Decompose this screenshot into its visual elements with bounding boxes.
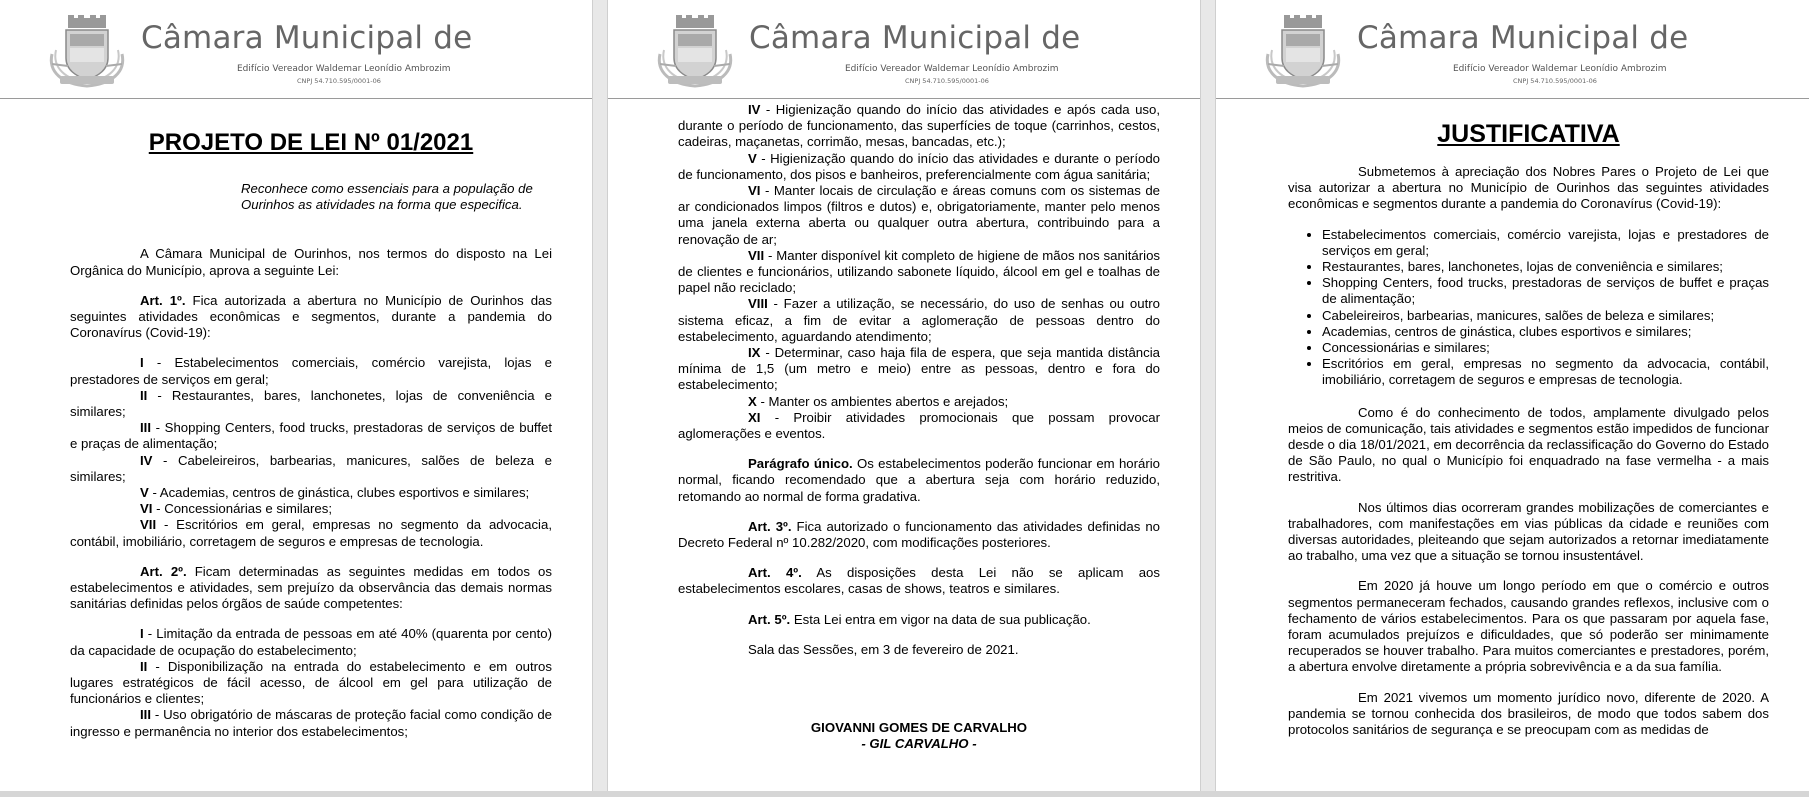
list-item: • Academias, centros de ginástica, clubes esportivos e similares; xyxy=(1322,324,1769,340)
article-4-label: Art. 4º. xyxy=(748,565,802,581)
item-number: IX xyxy=(748,345,761,361)
page-header xyxy=(0,0,592,99)
item-number: II xyxy=(140,387,148,403)
item-number: IV xyxy=(140,452,153,468)
header-cnpj: CNPJ 54.710.595/0001-06 xyxy=(297,77,381,85)
header-cnpj: CNPJ 54.710.595/0001-06 xyxy=(1513,77,1597,85)
page-header xyxy=(608,0,1200,99)
bill-title: PROJETO DE LEI Nº 01/2021 xyxy=(148,129,474,156)
article-2-label: Art. 2º. xyxy=(140,563,187,579)
item-text: - Limitação da entrada de pessoas em até 40% (quarenta por cento) da capacidade de ocupação do estabelecimento; xyxy=(70,626,552,658)
justification-intro: Submetemos à apreciação dos Nobres Pares o Projeto de Lei que visa autorizar a abertura no Município de Ourinhos das seguintes atividades econômicas e segmentos durante a pandemia do Coronavírus (Covid-19): xyxy=(1288,164,1769,212)
header-cnpj: CNPJ 54.710.595/0001-06 xyxy=(905,77,989,85)
item-number: VIII xyxy=(748,296,768,312)
article-2-items xyxy=(70,626,552,739)
item-number: V xyxy=(748,150,757,166)
item-number: XI xyxy=(748,409,761,425)
item-number: II xyxy=(140,658,148,674)
item-text: - Proibir atividades promocionais que possam provocar aglomerações e eventos. xyxy=(678,409,1160,442)
article-1 xyxy=(70,293,552,342)
list-item: • Cabeleireiros, barbearias, manicures, salões de beleza e similares; xyxy=(1322,308,1769,324)
list-item xyxy=(678,296,1160,345)
article-5-text: Esta Lei entra em vigor na data de sua publicação. xyxy=(790,611,1091,627)
item-number: III xyxy=(140,420,151,436)
item-text: - Higienização quando do início das atividades e após cada uso, durante o período de funcionamento, das superfícies de toque (carrinhos, cestos, cadeiras, maçanetas, corrimão, mesas, bancadas, etc.); xyxy=(678,102,1160,150)
signer-nickname: - GIL CARVALHO - xyxy=(861,736,977,752)
list-item xyxy=(70,355,552,387)
list-item xyxy=(678,248,1160,297)
article-5-label: Art. 5º. xyxy=(748,611,791,627)
item-number: VI xyxy=(748,183,761,199)
session-date: Sala das Sessões, em 3 de fevereiro de 2021. xyxy=(748,641,1019,657)
list-item: • Escritórios em geral, empresas no segmento da advocacia, contábil, imobiliário, corretagem de seguros e empresas de tecnologia. xyxy=(1322,356,1769,388)
list-item xyxy=(678,394,1160,410)
list-item: • Concessionárias e similares; xyxy=(1322,340,1769,356)
list-item xyxy=(70,388,552,420)
article-1-label: Art. 1º. xyxy=(140,292,186,308)
page-3-body xyxy=(1288,120,1769,738)
list-item xyxy=(678,102,1160,151)
item-number: X xyxy=(748,393,757,409)
item-number: VI xyxy=(140,501,153,517)
article-4 xyxy=(678,565,1160,597)
page-2-body xyxy=(678,102,1160,753)
list-item xyxy=(678,151,1160,183)
article-3-text: Fica autorizado o funcionamento das atividades definidas no Decreto Federal nº 10.282/2020, com modificações posteriores. xyxy=(678,518,1160,551)
justification-paragraph: Nos últimos dias ocorreram grandes mobilizações de comerciantes e trabalhadores, com manifestações em vias públicas da cidade e reuniões com diversas autoridades, pleiteando que sejam autorizados a retornar imediatamente ao trabalho, uma vez que a situação se tornou insustentável. xyxy=(1288,499,1769,564)
paragrafo-label: Parágrafo único. xyxy=(748,456,853,472)
header-subtitle: Edifício Vereador Waldemar Leonídio Ambrozim xyxy=(237,64,451,74)
header-subtitle: Edifício Vereador Waldemar Leonídio Ambrozim xyxy=(845,64,1059,74)
header-title: Câmara Municipal de xyxy=(141,20,473,56)
header-title: Câmara Municipal de xyxy=(1357,20,1689,56)
header-subtitle: Edifício Vereador Waldemar Leonídio Ambrozim xyxy=(1453,64,1667,74)
bill-ementa: Reconhece como essenciais para a população de Ourinhos as atividades na forma que especifica. xyxy=(241,181,533,213)
coat-of-arms-icon xyxy=(46,14,128,88)
item-text: - Academias, centros de ginástica, clubes esportivos e similares; xyxy=(148,485,530,501)
article-4-text: As disposições desta Lei não se aplicam aos estabelecimentos escolares, casas de shows, teatros e similares. xyxy=(678,565,1160,597)
list-item xyxy=(70,517,552,549)
item-text: - Manter disponível kit completo de higiene de mãos nos sanitários de clientes e funcionários, utilizando sabonete líquido, álcool em gel e toalhas de papel não reciclado; xyxy=(678,247,1160,296)
signer-name: GIOVANNI GOMES DE CARVALHO xyxy=(810,720,1028,736)
bottom-scrollbar[interactable] xyxy=(0,791,1809,797)
item-text: - Higienização quando do início das atividades e durante o período de funcionamento, dos pisos e banheiros, preferencialmente com água sanitária; xyxy=(678,150,1160,182)
item-text: - Concessionárias e similares; xyxy=(152,501,333,517)
item-number: IV xyxy=(748,102,761,117)
preamble: A Câmara Municipal de Ourinhos, nos termos do disposto na Lei Orgânica do Município, aprova a seguinte Lei: xyxy=(70,246,552,278)
list-item xyxy=(678,410,1160,442)
item-number: V xyxy=(140,485,149,501)
justification-paragraph: Em 2020 já houve um longo período em que o comércio e outros segmentos permaneceram fechados, causando grandes reflexos, inclusive com o fechamento de vários estabelecimentos. Para os que passaram por aquela fase, foram acumulados prejuízos e dificuldades, que só poderão ser minimamente recuperados se houver trabalho. Para muitos comerciantes e prestadores, porém, a abertura envolve diretamente a própria sobrevivência e a da sua família. xyxy=(1288,578,1769,675)
list-item xyxy=(70,485,552,501)
activity-bullet-list xyxy=(1288,227,1769,389)
list-item xyxy=(678,345,1160,394)
document-page-2 xyxy=(608,0,1200,791)
item-number: I xyxy=(140,626,144,642)
paragrafo-unico xyxy=(678,456,1160,505)
list-item: • Shopping Centers, food trucks, prestadoras de serviços de buffet e praças de alimentação; xyxy=(1322,275,1769,307)
page-1-body xyxy=(70,129,552,740)
article-5 xyxy=(678,612,1160,628)
list-item: • Restaurantes, bares, lanchonetes, lojas de conveniência e similares; xyxy=(1322,259,1769,275)
item-number: VII xyxy=(748,247,765,263)
article-3-label: Art. 3º. xyxy=(748,518,792,534)
list-item xyxy=(70,501,552,517)
list-item xyxy=(70,420,552,452)
item-text: - Disponibilização na entrada do estabelecimento e em outros lugares estratégicos de fácil acesso, de álcool em gel para utilização de funcionários e clientes; xyxy=(70,658,552,707)
item-text: - Estabelecimentos comerciais, comércio varejista, lojas e prestadores de serviços em geral; xyxy=(70,355,552,387)
article-1-items xyxy=(70,355,552,549)
header-title: Câmara Municipal de xyxy=(749,20,1081,56)
list-item xyxy=(678,183,1160,248)
item-text: - Manter locais de circulação e áreas comuns com os sistemas de ar condicionados limpos (filtros e dutos) e, obrigatoriamente, manter pelo menos uma janela externa aberta ou qualquer outra abertura, contribuindo para a renovação de ar; xyxy=(678,183,1160,247)
coat-of-arms-icon xyxy=(1262,14,1344,88)
list-item xyxy=(70,707,552,739)
justification-paragraph: Como é do conhecimento de todos, amplamente divulgado pelos meios de comunicação, tais atividades e segmentos estão impedidos de funcionar desde o dia 18/01/2021, em decorrência da reclassificação do Governo do Estado de São Paulo, no qual o Município foi enquadrado na fase vermelha - a mais restritiva. xyxy=(1288,404,1769,485)
item-text: - Fazer a utilização, se necessário, do uso de senhas ou outro sistema eficaz, a fim de evitar a aglomeração de pessoas dentro do estabelecimento, aguardando atendimento; xyxy=(678,296,1160,344)
item-text: - Escritórios em geral, empresas no segmento da advocacia, contábil, imobiliário, corretagem de seguros e empresas de tecnologia. xyxy=(70,517,552,549)
coat-of-arms-icon xyxy=(654,14,736,88)
item-number: VII xyxy=(140,517,157,533)
justification-paragraph: Em 2021 vivemos um momento jurídico novo, diferente de 2020. A pandemia se tornou conhecida dos brasileiros, de modo que todos sabem dos protocolos sanitários de segurança e se preocupam com as medidas de xyxy=(1288,689,1769,738)
page-header xyxy=(1216,0,1809,99)
document-page-1 xyxy=(0,0,592,791)
item-text: - Uso obrigatório de máscaras de proteção facial como condição de ingresso e permanência no interior dos estabelecimentos; xyxy=(70,707,552,739)
list-item xyxy=(70,453,552,485)
list-item xyxy=(70,659,552,708)
item-text: - Cabeleireiros, barbearias, manicures, salões de beleza e similares; xyxy=(70,452,552,484)
list-item xyxy=(70,626,552,658)
item-text: - Restaurantes, bares, lanchonetes, lojas de conveniência e similares; xyxy=(70,387,552,420)
article-1-text: Fica autorizada a abertura no Município de Ourinhos das seguintes atividades econômicas e segmentos, durante a pandemia do Coronavírus (Covid-19): xyxy=(70,292,552,341)
article-2-text: Ficam determinadas as seguintes medidas em todos os estabelecimentos e atividades, sem prejuízo da observância das demais normas sanitárias definidas pelos órgãos de saúde competentes: xyxy=(70,563,552,612)
paragrafo-text: Os estabelecimentos poderão funcionar em horário normal, ficando recomendado que a abertura seja com horário reduzido, retomando ao normal de forma gradativa. xyxy=(678,456,1160,504)
document-page-3 xyxy=(1216,0,1809,791)
item-text: - Shopping Centers, food trucks, prestadoras de serviços de buffet e praças de alimentação; xyxy=(70,420,552,452)
item-text: - Determinar, caso haja fila de espera, que seja mantida distância mínima de 1,5 (um metro e meio) entre as pessoas, dentro e fora do estabelecimento; xyxy=(678,345,1160,393)
item-number: III xyxy=(140,707,151,723)
list-item: • Estabelecimentos comerciais, comércio varejista, lojas e prestadores de serviços em geral; xyxy=(1322,227,1769,259)
item-text: - Manter os ambientes abertos e arejados; xyxy=(756,393,1009,409)
article-3 xyxy=(678,519,1160,551)
justification-title: JUSTIFICATIVA xyxy=(1437,120,1620,148)
article-2 xyxy=(70,564,552,613)
item-number: I xyxy=(140,355,144,371)
